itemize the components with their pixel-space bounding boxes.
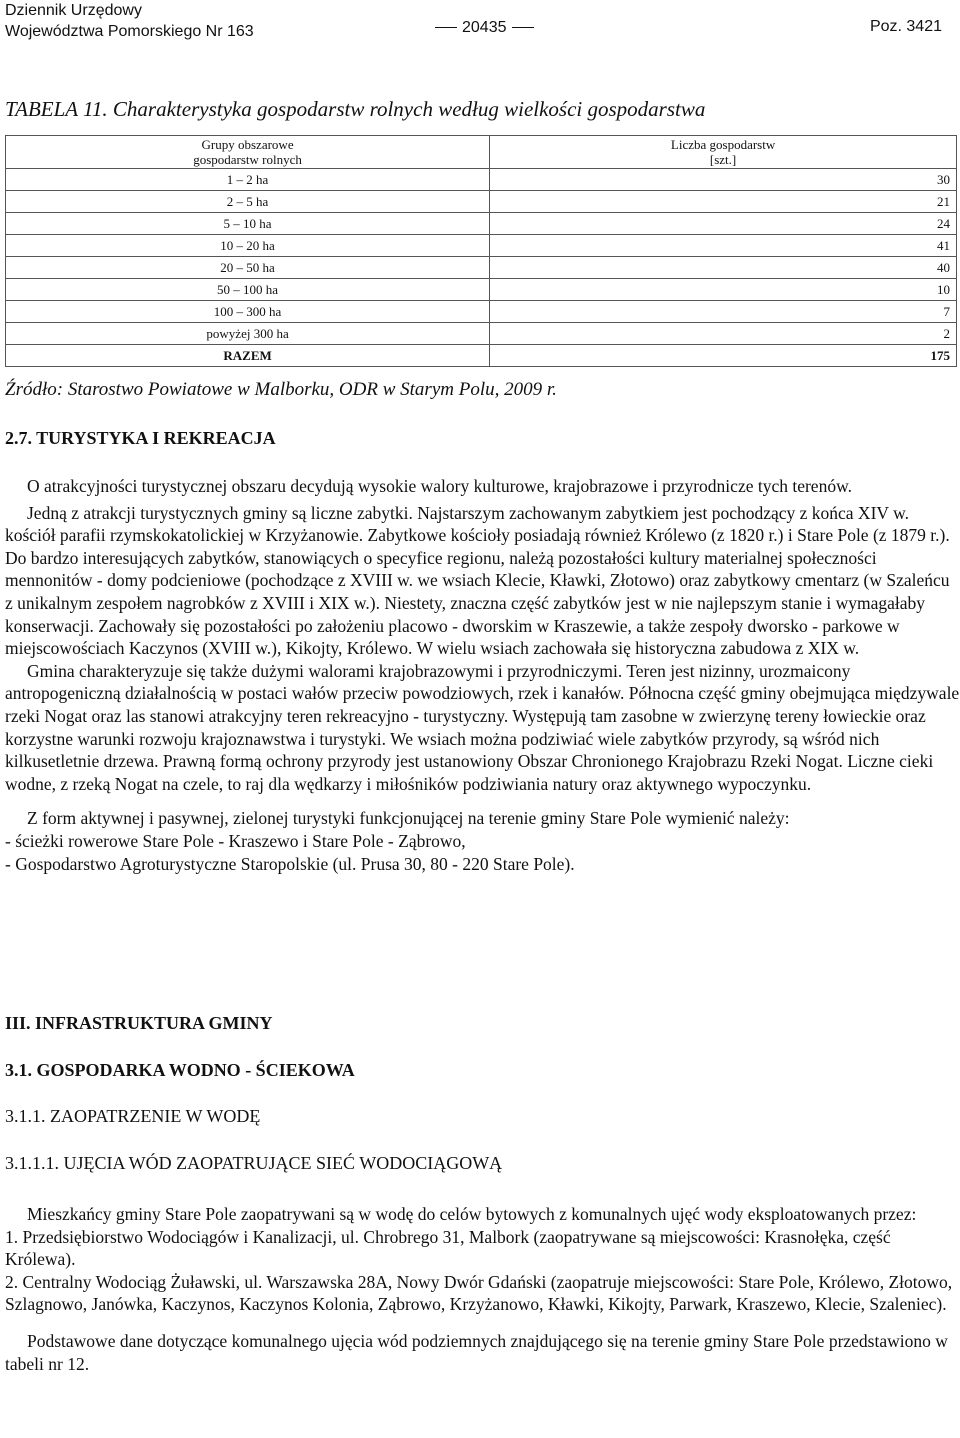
area-group-cell: 50 – 100 ha — [6, 279, 490, 301]
list-item: 1. Przedsiębiorstwo Wodociągów i Kanalizacji, ul. Chrobrego 31, Malbork (zaopatrywane są miejscowości: Krasnołęka, część Królewa). — [5, 1226, 891, 1270]
journal-title — [5, 0, 254, 42]
farm-count-cell: 175 — [490, 345, 957, 367]
farm-count-cell: 10 — [490, 279, 957, 301]
table-row — [6, 323, 957, 345]
farm-count-cell: 24 — [490, 213, 957, 235]
farm-count-cell: 7 — [490, 301, 957, 323]
tourism-body — [5, 475, 960, 875]
area-group-cell: 20 – 50 ha — [6, 257, 490, 279]
subsection-heading-water-intakes: 3.1.1.1. UJĘCIA WÓD ZAOPATRUJĄCE SIEĆ WODOCIĄGOWĄ — [5, 1153, 503, 1173]
paragraph: Gmina charakteryzuje się także dużymi walorami krajobrazowymi i przyrodniczymi. Teren jest nizinny, urozmaicony antropogeniczną działalnością w postaci wałów przeciw powodziowych, rzek i kanałów. Północna część gminy obejmująca międzywale rzeki Nogat oraz las stanowi atrakcyjny teren rekreacyjno - turystyczny. Występują tam zasobne w zwierzynę tereny łowieckie oraz korzystne warunki rozwoju krajoznawstwa i turystyki. We wsiach można podziwiać wiele zabytków przyrody, są wśród nich kilkusetletnie drzewa. Prawną formą ochrony przyrody jest ustanowiony Obszar Chronionego Krajobrazu Rzeki Nogat. Liczne cieki wodne, z rzeką Nogat na czele, to raj dla wędkarzy i miłośników podziwiania natury oraz aktywnego wypoczynku. — [5, 660, 960, 794]
farm-count-cell: 21 — [490, 191, 957, 213]
table-header-row — [6, 136, 957, 169]
farm-count-cell: 30 — [490, 169, 957, 191]
table-row — [6, 257, 957, 279]
paragraph: Z form aktywnej i pasywnej, zielonej turystyki funkcjonującej na terenie gminy Stare Pole wymienić należy: — [27, 808, 790, 829]
area-group-cell: 10 – 20 ha — [6, 235, 490, 257]
farms-table — [5, 135, 957, 367]
table-row — [6, 301, 957, 323]
table-row — [6, 169, 957, 191]
position-number: Poz. 3421 — [869, 18, 942, 35]
paragraph: Jedną z atrakcji turystycznych gminy są liczne zabytki. Najstarszym zachowanym zabytkiem jest pochodzący z końca XIV w. kościół parafii rzymskokatolickiej w Krzyżanowie. Zabytkowe kościoły posiadają również Królewo (z 1820 r.) i Stare Pole (z 1879 r.). Do bardzo interesujących zabytków, stanowiących o specyfice regionu, należą pozostałości kultury materialnej społeczności mennonitów - domy podcieniowe (pochodzące z XVIII w. we wsiach Klecie, Kławki, Złotowo) oraz zabytkowy cmentarz (w Szaleńcu z unikalnym zespołem nagrobków z XVIII i XIX w.). Niestety, znaczna część zabytków jest w nie najlepszym stanie i wymagałaby konserwacji. Zachowały się pozostałości po założeniu placowo - dworskim w Kraszewie, a także zespoły dworsko - parkowe w miejscowościach Kaczynos (XVIII w.), Kikojty, Królewo. W wielu wsiach zachowała się historyczna zabudowa z XIX w. — [5, 502, 950, 659]
dash-right — [512, 27, 534, 28]
dash-left — [435, 27, 457, 28]
subsection-heading-water-supply: 3.1.1. ZAOPATRZENIE W WODĘ — [5, 1106, 261, 1126]
table-row — [6, 235, 957, 257]
subsection-heading-water-sewage: 3.1. GOSPODARKA WODNO - ŚCIEKOWA — [5, 1060, 355, 1080]
paragraph: Podstawowe dane dotyczące komunalnego ujęcia wód podziemnych znajdującego się na terenie gminy Stare Pole przedstawiono w tabeli nr 12. — [5, 1330, 948, 1374]
area-group-cell: 5 – 10 ha — [6, 213, 490, 235]
table-source: Źródło: Starostwo Powiatowe w Malborku, ODR w Starym Polu, 2009 r. — [5, 379, 557, 400]
farm-count-cell: 40 — [490, 257, 957, 279]
list-item: - Gospodarstwo Agroturystyczne Staropolskie (ul. Prusa 30, 80 - 220 Stare Pole). — [5, 853, 575, 874]
infrastructure-body — [5, 1203, 960, 1375]
list-item: - ścieżki rowerowe Stare Pole - Kraszewo i Stare Pole - Ząbrowo, — [5, 830, 466, 851]
area-group-cell: 1 – 2 ha — [6, 169, 490, 191]
column-header-groups: Grupy obszarowe gospodarstw rolnych — [6, 136, 490, 169]
column-header-count: Liczba gospodarstw [szt.] — [490, 136, 957, 169]
table-row — [6, 279, 957, 301]
farm-count-cell: 2 — [490, 323, 957, 345]
farm-count-cell: 41 — [490, 235, 957, 257]
paragraph: Mieszkańcy gminy Stare Pole zaopatrywani są w wodę do celów bytowych z komunalnych ujęć wody eksploatowanych przez: — [27, 1204, 917, 1224]
page-number — [430, 19, 539, 37]
table-row — [6, 345, 957, 367]
section-heading-infrastructure: III. INFRASTRUKTURA GMINY — [5, 1013, 273, 1033]
area-group-cell: RAZEM — [6, 345, 490, 367]
journal-line2: Województwa Pomorskiego Nr 163 — [5, 23, 254, 40]
table-row — [6, 191, 957, 213]
area-group-cell: 2 – 5 ha — [6, 191, 490, 213]
list-item: 2. Centralny Wodociąg Żuławski, ul. Warszawska 28A, Nowy Dwór Gdański (zaopatruje miejscowości: Stare Pole, Królewo, Złotowo, Szlagnowo, Janówka, Kaczynos, Kaczynos Kolonia, Ząbrowo, Krzyżanowo, Kławki, Kikojty, Parwark, Kraszewo, Klecie, Szaleniec). — [5, 1271, 953, 1315]
page-number-text: 20435 — [462, 19, 507, 36]
journal-line1: Dziennik Urzędowy — [5, 2, 142, 19]
table-title: TABELA 11. Charakterystyka gospodarstw rolnych według wielkości gospodarstwa — [5, 97, 706, 121]
area-group-cell: powyżej 300 ha — [6, 323, 490, 345]
table-row — [6, 213, 957, 235]
section-heading-tourism: 2.7. TURYSTYKA I REKREACJA — [5, 428, 276, 448]
paragraph: O atrakcyjności turystycznej obszaru decydują wysokie walory kulturowe, krajobrazowe i przyrodnicze tych terenów. — [27, 476, 852, 496]
area-group-cell: 100 – 300 ha — [6, 301, 490, 323]
